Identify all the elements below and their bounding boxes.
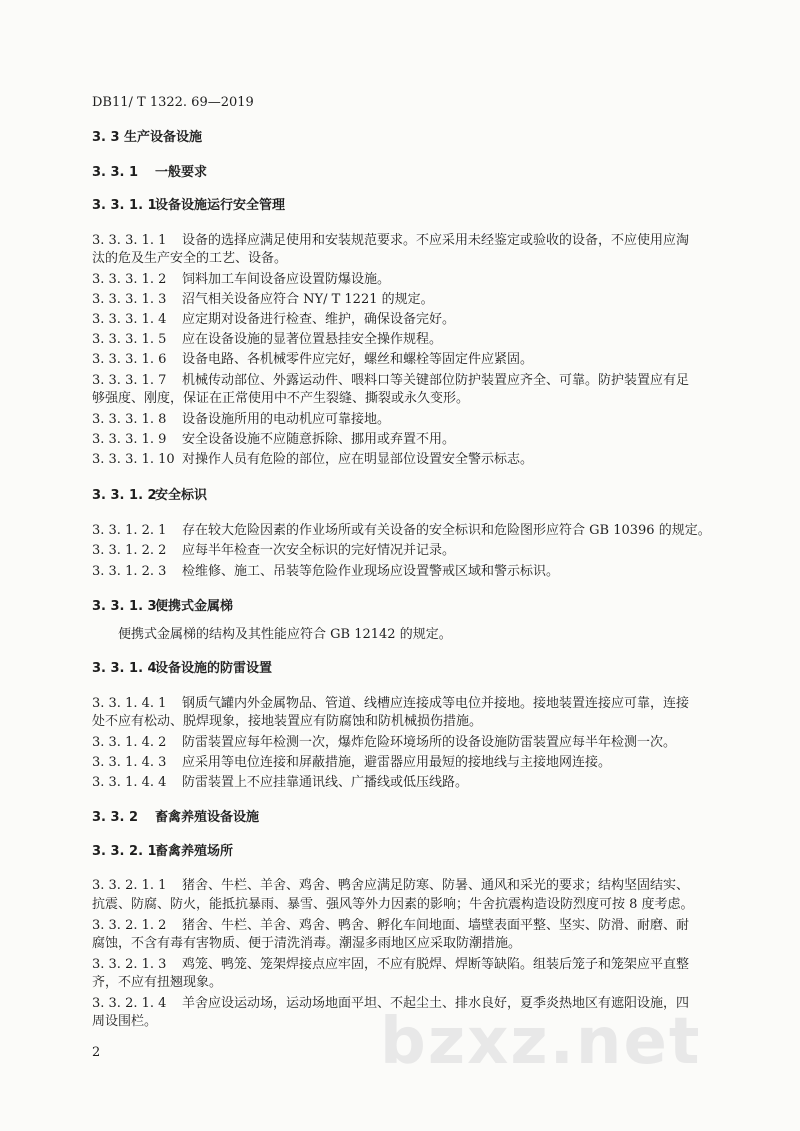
- clause-number: 3. 3. 1. 2. 1: [92, 523, 167, 538]
- clause-number: 3. 3. 3. 1. 6: [92, 352, 167, 367]
- clause-text: 防雷装置上不应挂靠通讯线、广播线或低压线路。: [182, 775, 469, 790]
- clause-number: 3. 3. 1. 4. 2: [92, 735, 167, 750]
- clause-number: 3. 3. 1. 4. 3: [92, 755, 167, 770]
- clause-text: 猪舍、牛栏、羊舍、鸡舍、鸭舍、孵化车间地面、墙壁表面平整、坚实、防滑、耐磨、耐: [182, 918, 690, 933]
- clause-number: 3. 3. 1. 4. 4: [92, 775, 167, 790]
- clause-number: 3. 3. 2. 1. 1: [92, 878, 167, 893]
- clause-number: 3. 3. 3. 1. 1: [92, 233, 167, 248]
- clause-text: 便携式金属梯的结构及其性能应符合 GB 12142 的规定。: [118, 627, 452, 642]
- clause-text: 机械传动部位、外露运动件、喂料口等关键部位防护装置应齐全、可靠。防护装置应有足: [182, 373, 690, 388]
- clause-text: 畜禽养殖设备设施: [155, 810, 260, 825]
- clause-number: 3. 3. 3. 1. 5: [92, 332, 167, 347]
- clause-text: 羊舍应设运动场，运动场地面平坦、不起尘土、排水良好，夏季炎热地区有遮阳设施，四: [182, 996, 690, 1011]
- clause-text: 一般要求: [155, 165, 208, 180]
- clause-text: 够强度、刚度，保证在正常使用中不产生裂缝、撕裂或永久变形。: [92, 391, 470, 406]
- clause-text: 生产设备设施: [124, 130, 203, 145]
- clause-number: 3. 3: [92, 130, 120, 145]
- clause-text: 对操作人员有危险的部位，应在明显部位设置安全警示标志。: [182, 452, 534, 467]
- clause-number: 3. 3. 3. 1. 3: [92, 292, 167, 307]
- clause-text: 安全设备设施不应随意拆除、挪用或弃置不用。: [182, 432, 456, 447]
- clause-text: 处不应有松动、脱焊现象，接地装置应有防腐蚀和防机械损伤措施。: [92, 714, 483, 729]
- clause-text: 钢质气罐内外金属物品、管道、线槽应连接成等电位并接地。接地装置连接应可靠，连接: [182, 696, 690, 711]
- clause-number: 3. 3. 1: [92, 165, 139, 180]
- clause-text: 安全标识: [155, 488, 208, 503]
- clause-text: 设备设施运行安全管理: [155, 198, 286, 213]
- clause-number: 3. 3. 3. 1. 4: [92, 312, 167, 327]
- clause-text: 汰的危及生产安全的工艺、设备。: [92, 251, 288, 266]
- clause-text: 设备设施的防雷设置: [155, 661, 273, 676]
- clause-text: 设备电路、各机械零件应完好，螺丝和螺栓等固定件应紧固。: [182, 352, 534, 367]
- clause-text: 抗震、防腐、防火，能抵抗暴雨、暴雪、强风等外力因素的影响；牛舍抗震构造设防烈度可按 8 度考虑。: [92, 897, 694, 912]
- clause-text: 鸡笼、鸭笼、笼架焊接点应牢固，不应有脱焊、焊断等缺陷。组装后笼子和笼架应平直整: [182, 957, 690, 972]
- clause-text: 便携式金属梯: [155, 599, 234, 614]
- clause-text: 应在设备设施的显著位置悬挂安全操作规程。: [182, 332, 443, 347]
- clause-number: 3. 3. 2. 1: [92, 844, 157, 859]
- clause-text: 沼气相关设备应符合 NY/ T 1221 的规定。: [182, 292, 434, 307]
- clause-number: 3. 3. 1. 4. 1: [92, 696, 167, 711]
- clause-number: 3. 3. 3. 1. 8: [92, 412, 167, 427]
- clause-text: 应采用等电位连接和屏蔽措施，避雷器应用最短的接地线与主接地网连接。: [182, 755, 612, 770]
- clause-number: 3. 3. 3. 1. 2: [92, 272, 167, 287]
- clause-number: 3. 3. 3. 1. 10: [92, 452, 175, 467]
- standard-code-header: DB11/ T 1322. 69—2019: [92, 95, 254, 110]
- clause-number: 3. 3. 2: [92, 810, 139, 825]
- site-watermark: bzxz.net: [380, 1005, 702, 1079]
- clause-text: 检维修、施工、吊装等危险作业现场应设置警戒区域和警示标识。: [182, 564, 560, 579]
- clause-text: 防雷装置应每年检测一次，爆炸危险环境场所的设备设施防雷装置应每半年检测一次。: [182, 735, 677, 750]
- clause-number: 3. 3. 1. 4: [92, 661, 157, 676]
- clause-number: 3. 3. 1. 2. 3: [92, 564, 167, 579]
- clause-number: 3. 3. 3. 1. 7: [92, 373, 167, 388]
- clause-text: 存在较大危险因素的作业场所或有关设备的安全标识和危险图形应符合 GB 10396 的规定。: [182, 523, 711, 538]
- clause-number: 3. 3. 2. 1. 4: [92, 996, 167, 1011]
- clause-text: 猪舍、牛栏、羊舍、鸡舍、鸭舍应满足防寒、防暑、通风和采光的要求；结构坚固结实、: [182, 878, 690, 893]
- clause-text: 设备设施所用的电动机应可靠接地。: [182, 412, 391, 427]
- clause-text: 畜禽养殖场所: [155, 844, 234, 859]
- clause-number: 3. 3. 1. 2. 2: [92, 543, 167, 558]
- clause-text: 应每半年检查一次安全标识的完好情况并记录。: [182, 543, 456, 558]
- clause-text: 饲料加工车间设备应设置防爆设施。: [182, 272, 391, 287]
- page-number: 2: [92, 1045, 101, 1060]
- clause-text: 腐蚀，不含有毒有害物质、便于清洗消毒。潮湿多雨地区应采取防潮措施。: [92, 936, 522, 951]
- clause-text: 周设围栏。: [92, 1014, 158, 1029]
- clause-number: 3. 3. 2. 1. 3: [92, 957, 167, 972]
- clause-text: 设备的选择应满足使用和安装规范要求。不应采用未经鉴定或验收的设备，不应使用应淘: [182, 233, 690, 248]
- clause-number: 3. 3. 1. 2: [92, 488, 157, 503]
- clause-number: 3. 3. 1. 3: [92, 599, 157, 614]
- clause-number: 3. 3. 1. 1: [92, 198, 157, 213]
- clause-text: 应定期对设备进行检查、维护，确保设备完好。: [182, 312, 456, 327]
- clause-text: 齐，不应有扭翘现象。: [92, 975, 223, 990]
- clause-number: 3. 3. 2. 1. 2: [92, 918, 167, 933]
- clause-number: 3. 3. 3. 1. 9: [92, 432, 167, 447]
